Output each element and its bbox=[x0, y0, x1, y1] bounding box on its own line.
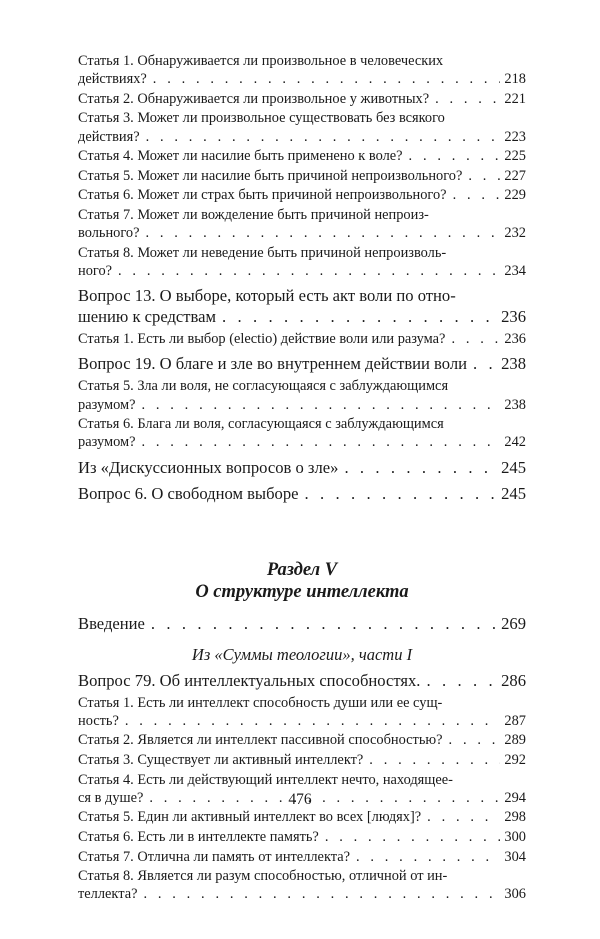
toc-entry-title: Введение bbox=[78, 613, 145, 633]
dot-leader bbox=[443, 731, 500, 749]
toc-entry bbox=[78, 186, 526, 204]
dot-leader bbox=[421, 808, 500, 826]
toc-entry-title-continued: разумом? bbox=[78, 434, 136, 451]
toc-entry bbox=[78, 867, 526, 903]
toc-entry bbox=[78, 377, 526, 413]
toc-entry-title: Статья 5. Может ли насилие быть причиной непроизвольного? bbox=[78, 167, 463, 184]
toc-entry bbox=[78, 848, 526, 866]
toc-page-number: 298 bbox=[504, 809, 526, 826]
toc-page-number: 225 bbox=[504, 148, 526, 165]
dot-leader bbox=[467, 353, 500, 374]
toc-entry bbox=[78, 483, 526, 504]
toc-page-number: 306 bbox=[504, 886, 526, 903]
dot-leader bbox=[298, 483, 500, 504]
dot-leader bbox=[140, 128, 500, 146]
toc-entry bbox=[78, 167, 526, 185]
toc-page-number: 236 bbox=[501, 307, 526, 327]
toc-entry-title: Вопрос 19. О благе и зле во внутреннем действии воли bbox=[78, 354, 468, 374]
toc-page-number: 289 bbox=[504, 732, 526, 749]
dot-leader bbox=[147, 70, 500, 88]
toc-entry-title-continued: вольного? bbox=[78, 225, 140, 242]
toc-page-number: 269 bbox=[501, 613, 526, 633]
section-title-line-2: О структуре интеллекта bbox=[195, 581, 409, 602]
toc-entry bbox=[78, 353, 526, 374]
dot-leader bbox=[136, 396, 501, 414]
toc-page-number: 218 bbox=[504, 71, 526, 88]
toc-page-number: 229 bbox=[504, 187, 526, 204]
toc-entry bbox=[78, 90, 526, 108]
dot-leader bbox=[216, 306, 500, 327]
toc-entry bbox=[78, 808, 526, 826]
toc-entry-title-continued: разумом? bbox=[78, 396, 136, 413]
toc-page-number: 287 bbox=[504, 712, 526, 729]
toc-entry-title-continued: ного? bbox=[78, 262, 113, 279]
toc-page-number: 227 bbox=[504, 167, 526, 184]
toc-list-bottom bbox=[78, 670, 526, 904]
toc-page-number: 242 bbox=[504, 434, 526, 451]
toc-entry-title-continued: действия? bbox=[78, 128, 140, 145]
toc-entry bbox=[78, 415, 526, 451]
toc-entry-title: Статья 6. Есть ли в интеллекте память? bbox=[78, 828, 319, 845]
toc-entry-title-continued: теллекта? bbox=[78, 886, 138, 903]
toc-page-number: 245 bbox=[501, 457, 526, 477]
toc-page-number: 238 bbox=[501, 354, 526, 374]
section-title-line-1: Раздел V bbox=[266, 559, 338, 580]
toc-entry bbox=[78, 330, 526, 348]
dot-leader bbox=[119, 712, 500, 730]
dot-leader bbox=[319, 828, 500, 846]
toc-page-number: 232 bbox=[504, 225, 526, 242]
toc-entry-title-continued: шению к средствам bbox=[78, 307, 217, 327]
toc-entry-title: Статья 2. Обнаруживается ли произвольное у животных? bbox=[78, 90, 430, 107]
toc-entry-title: Статья 7. Отлична ли память от интеллекта? bbox=[78, 848, 350, 865]
toc-entry bbox=[78, 147, 526, 165]
toc-entry bbox=[78, 457, 526, 478]
toc-page-number: 221 bbox=[504, 90, 526, 107]
dot-leader bbox=[338, 457, 500, 478]
dot-leader bbox=[363, 751, 500, 769]
toc-entry bbox=[78, 244, 526, 280]
dot-leader bbox=[429, 90, 500, 108]
dot-leader bbox=[112, 262, 500, 280]
toc-entry-title: Статья 1. Есть ли интеллект способность души или ее сущ- bbox=[78, 694, 443, 711]
dot-leader bbox=[420, 670, 500, 691]
toc-page-number: 286 bbox=[501, 670, 526, 690]
toc-entry-title: Статья 2. Является ли интеллект пассивной способностью? bbox=[78, 732, 443, 749]
dot-leader bbox=[137, 885, 500, 903]
toc-entry-title-continued: ность? bbox=[78, 712, 119, 729]
toc-page-number: 294 bbox=[504, 789, 526, 806]
toc-list-top bbox=[78, 52, 526, 504]
section-title bbox=[78, 559, 526, 603]
source-subtitle: Из «Суммы теологии», части I bbox=[191, 644, 413, 664]
dot-leader bbox=[350, 848, 500, 866]
toc-entry bbox=[78, 828, 526, 846]
toc-entry bbox=[78, 751, 526, 769]
toc-entry-title: Вопрос 79. Об интеллектуальных способностях. bbox=[78, 670, 421, 690]
toc-entry bbox=[78, 670, 526, 691]
toc-page-number: 234 bbox=[504, 262, 526, 279]
toc-entry-title: Статья 6. Блага ли воля, согласующаяся с заблуждающимся bbox=[78, 416, 444, 433]
toc-entry bbox=[78, 109, 526, 145]
toc-entry-title-continued: ся в душе? bbox=[78, 789, 144, 806]
toc-entry bbox=[78, 52, 526, 88]
toc-entry-intro bbox=[78, 613, 526, 634]
toc-entry-title: Статья 5. Един ли активный интеллект во всех [людях]? bbox=[78, 809, 422, 826]
toc-entry bbox=[78, 206, 526, 242]
toc-page-number: 304 bbox=[504, 848, 526, 865]
toc-page-number: 245 bbox=[501, 483, 526, 503]
toc-entry bbox=[78, 285, 526, 327]
dot-leader bbox=[403, 147, 500, 165]
table-of-contents bbox=[78, 52, 526, 905]
toc-entry bbox=[78, 694, 526, 730]
dot-leader bbox=[145, 613, 500, 634]
toc-entry-title: Статья 8. Может ли неведение быть причиной непроизволь- bbox=[78, 244, 447, 261]
toc-entry bbox=[78, 731, 526, 749]
toc-page-number: 223 bbox=[504, 128, 526, 145]
toc-entry-title: Статья 4. Может ли насилие быть применено к воле? bbox=[78, 148, 403, 165]
toc-page-number: 300 bbox=[504, 828, 526, 845]
toc-entry-title: Статья 6. Может ли страх быть причиной непроизвольного? bbox=[78, 187, 447, 204]
dot-leader bbox=[139, 224, 500, 242]
toc-entry-title: Статья 7. Может ли вожделение быть причиной непроиз- bbox=[78, 206, 429, 223]
dot-leader bbox=[445, 330, 500, 348]
toc-entry-title: Статья 3. Может ли произвольное существовать без всякого bbox=[78, 110, 445, 127]
toc-entry-title: Статья 4. Есть ли действующий интеллект нечто, находящее- bbox=[78, 771, 453, 788]
toc-entry-title: Вопрос 6. О свободном выборе bbox=[78, 483, 299, 503]
toc-entry-title: Статья 1. Есть ли выбор (electio) действие воли или разума? bbox=[78, 331, 446, 348]
toc-page-number: 292 bbox=[504, 751, 526, 768]
toc-page-number: 236 bbox=[504, 331, 526, 348]
toc-entry-title: Вопрос 13. О выборе, который есть акт воли по отно- bbox=[78, 286, 456, 306]
toc-entry-title: Из «Дискуссионных вопросов о зле» bbox=[78, 457, 339, 477]
toc-entry-title: Статья 8. Является ли разум способностью, отличной от ин- bbox=[78, 868, 448, 885]
toc-entry-title-continued: действиях? bbox=[78, 71, 147, 88]
dot-leader bbox=[462, 167, 500, 185]
toc-entry-title: Статья 5. Зла ли воля, не согласующаяся с заблуждающимся bbox=[78, 378, 449, 395]
toc-entry-title: Статья 3. Существует ли активный интеллект? bbox=[78, 751, 364, 768]
dot-leader bbox=[447, 186, 500, 204]
page-number-footer: 476 bbox=[288, 791, 312, 808]
toc-page-number: 238 bbox=[504, 396, 526, 413]
toc-entry-title: Статья 1. Обнаруживается ли произвольное в человеческих bbox=[78, 53, 444, 69]
dot-leader bbox=[136, 433, 501, 451]
